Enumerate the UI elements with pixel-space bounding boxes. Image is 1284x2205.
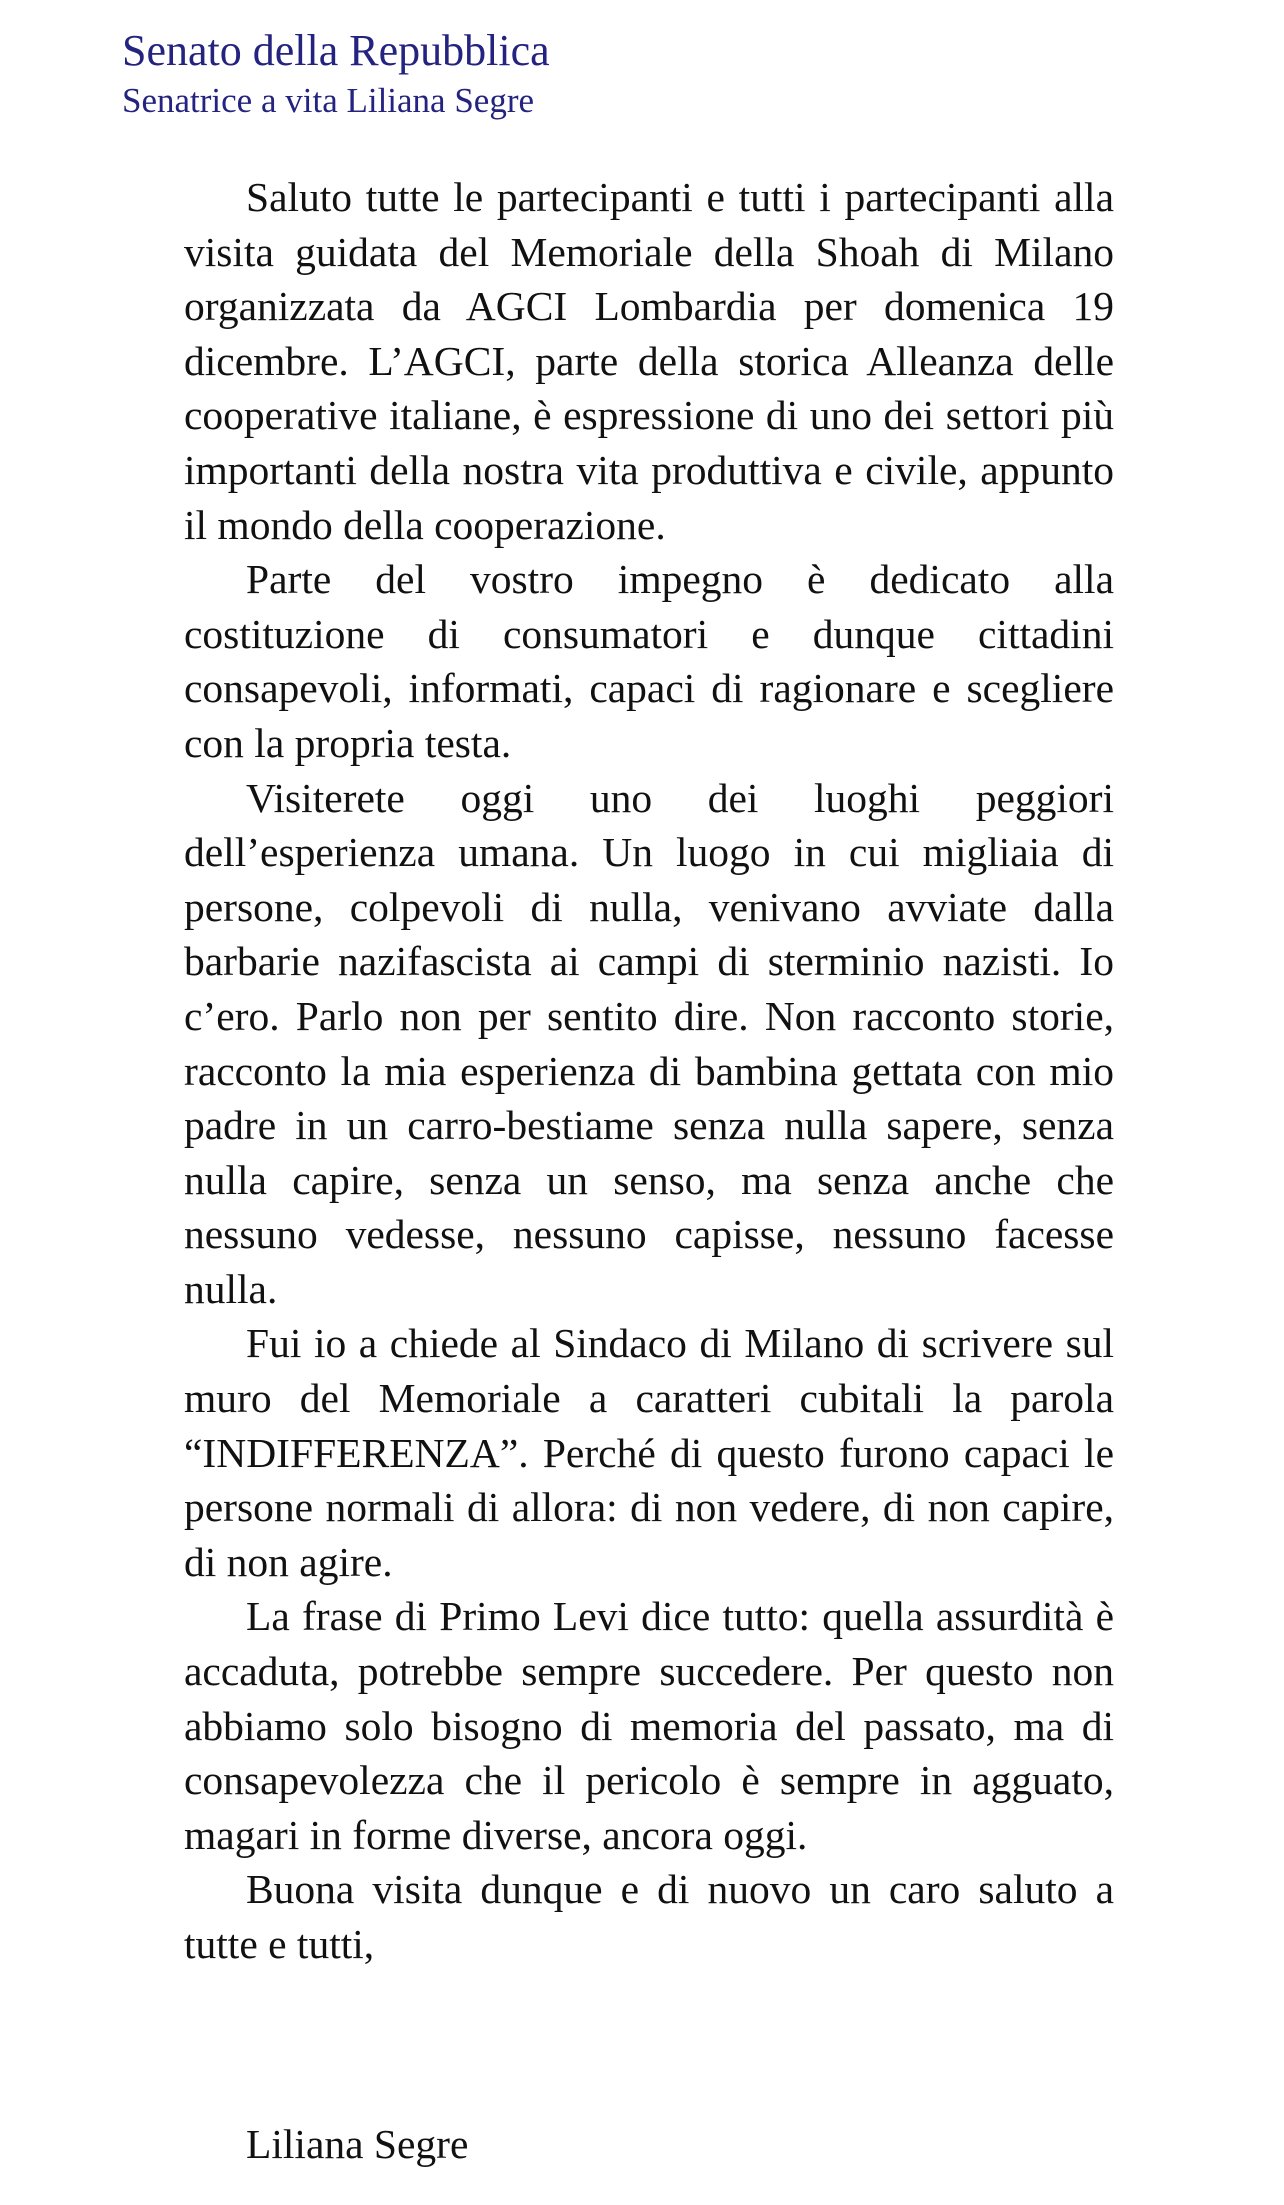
paragraph-closing: Buona visita dunque e di nuovo un caro saluto a tutte e tutti, — [184, 1866, 1114, 1967]
institution-name: Senato della Repubblica — [122, 26, 550, 75]
author-title: Senatrice a vita Liliana Segre — [122, 81, 535, 120]
paragraph-greeting: Saluto tutte le partecipanti e tutti i partecipanti alla visita guidata del Memoriale della Shoah di Milano organizzata da AGCI Lombardia per domenica 19 dicembre. L’AGCI, parte della storica Alleanza delle cooperative italiane, è espressione di uno dei settori più importanti della nostra vita produttiva e civile, appunto il mondo della cooperazione. — [184, 174, 1114, 548]
paragraph-indifference: Fui io a chiede al Sindaco di Milano di scrivere sul muro del Memoriale a caratteri cubitali la parola “INDIFFERENZA”. Perché di questo furono capaci le persone normali di allora: di non vedere, di non capire, di non agire. — [184, 1320, 1114, 1585]
paragraph-testimony: Visiterete oggi uno dei luoghi peggiori dell’esperienza umana. Un luogo in cui migliaia di persone, colpevoli di nulla, venivano avviate dalla barbarie nazifascista ai campi di sterminio nazisti. Io c’ero. Parlo non per sentito dire. Non racconto storie, racconto la mia esperienza di bambina gettata con mio padre in un carro-bestiame senza nulla sapere, senza nulla capire, senza un senso, ma senza anche che nessuno vedesse, nessuno capisse, nessuno facesse nulla. — [184, 774, 1114, 1312]
signature: Liliana Segre — [246, 2121, 469, 2167]
letterhead — [122, 22, 550, 122]
paragraph-primo-levi: La frase di Primo Levi dice tutto: quella assurdità è accaduta, potrebbe sempre succedere. Per questo non abbiamo solo bisogno di memoria del passato, ma di consapevolezza che il pericolo è sempre in agguato, magari in forme diverse, ancora oggi. — [184, 1593, 1114, 1858]
paragraph-commitment: Parte del vostro impegno è dedicato alla costituzione di consumatori e dunque cittadini consapevoli, informati, capaci di ragionare e scegliere con la propria testa. — [184, 556, 1114, 766]
letter-body — [184, 170, 1114, 1972]
